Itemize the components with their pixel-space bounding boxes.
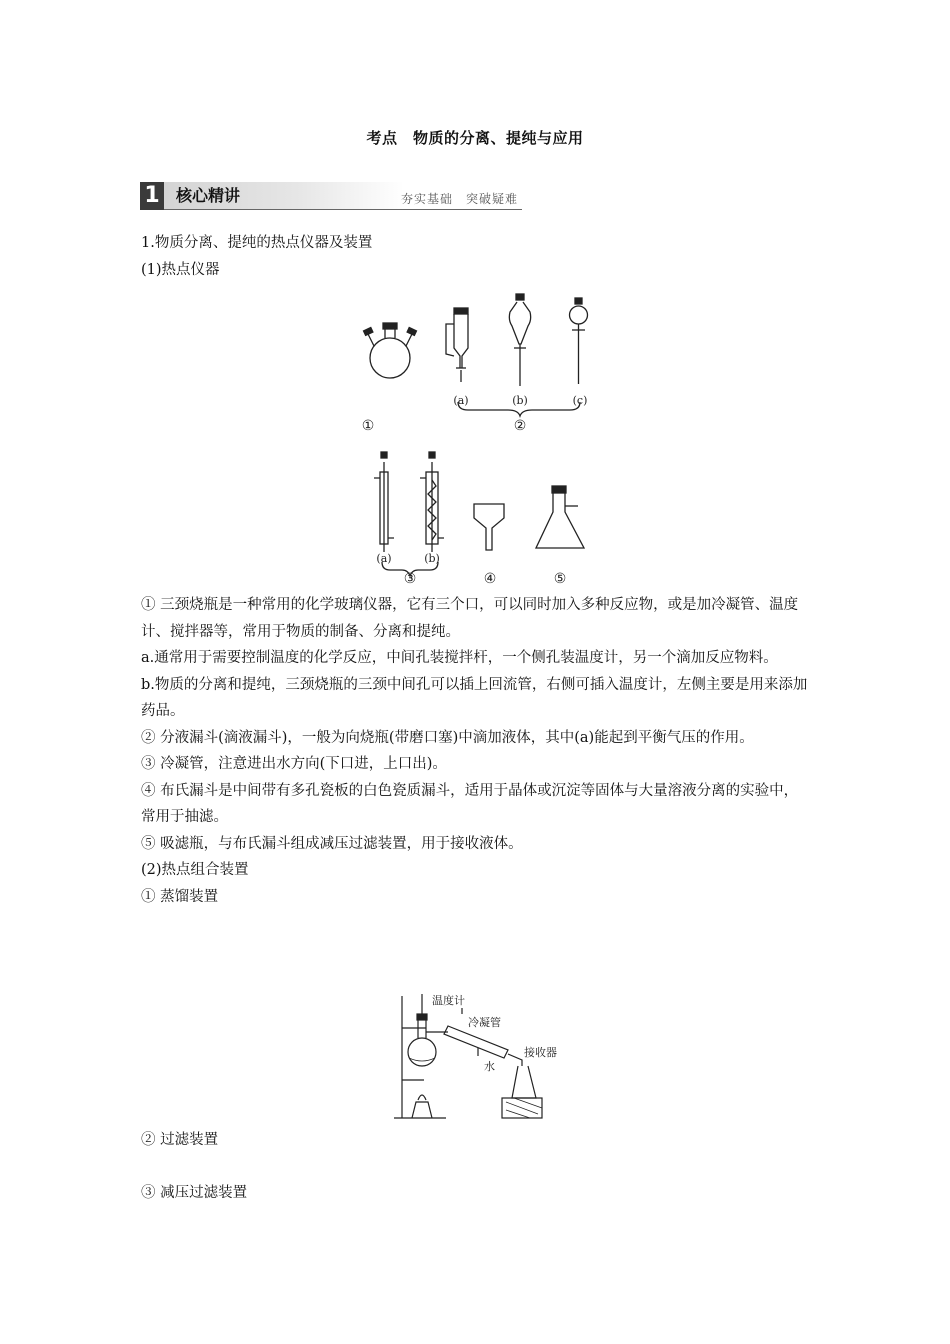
distillation-figure xyxy=(390,990,570,1122)
item-vacuum-filter-text xyxy=(141,1180,811,1207)
section-banner xyxy=(140,182,522,210)
spiral-condenser-drawing xyxy=(420,452,444,552)
intro-text xyxy=(141,230,811,283)
figure-number-4: ④ xyxy=(483,571,497,587)
label-water: 水 xyxy=(484,1060,495,1073)
item-filter: ② 过滤装置 xyxy=(141,1132,219,1148)
paragraph-suction-flask: ⑤ 吸滤瓶，与布氏漏斗组成减压过滤装置，用于接收液体。 xyxy=(141,835,523,852)
item-distillation: ① 蒸馏装置 xyxy=(141,888,219,905)
paragraph-flask-b: b.物质的分离和提纯，三颈烧瓶的三颈中间孔可以插上回流管，右侧可插入温度计，左侧主要是用来添加药品。 xyxy=(141,676,808,719)
banner-rule xyxy=(164,209,522,210)
figure-label-2a: (a) xyxy=(453,394,469,407)
buchner-funnel-drawing xyxy=(474,504,504,550)
figure-label-3b: (b) xyxy=(424,552,440,565)
straight-condenser-drawing xyxy=(374,452,394,552)
dropping-funnel-a-drawing xyxy=(446,308,468,382)
figure-number-1: ① xyxy=(361,418,375,434)
heading-1-1: (1)热点仪器 xyxy=(141,261,220,278)
section-number: 1 xyxy=(140,182,164,210)
heading-1: 1.物质分离、提纯的热点仪器及装置 xyxy=(141,235,373,251)
label-receiver: 接收器 xyxy=(524,1046,557,1059)
figure-label-2b: (b) xyxy=(512,394,528,407)
section-label: 核心精讲 xyxy=(164,182,404,210)
label-condenser: 冷凝管 xyxy=(468,1016,501,1029)
paragraph-condenser: ③ 冷凝管，注意进出水方向(下口进，上口出)。 xyxy=(141,756,447,772)
figure-number-3: ③ xyxy=(403,571,417,587)
separatory-funnel-b-drawing xyxy=(509,294,530,386)
paragraph-buchner: ④ 布氏漏斗是中间带有多孔瓷板的白色瓷质漏斗，适用于晶体或沉淀等固体与大量溶液分离的实验中，常用于抽滤。 xyxy=(141,782,799,825)
apparatus-figure xyxy=(350,290,610,590)
paragraph-flask: ① 三颈烧瓶是一种常用的化学玻璃仪器，它有三个口，可以同时加入多种反应物，或是加冷凝管、温度计、搅拌器等，常用于物质的制备、分离和提纯。 xyxy=(141,597,799,640)
label-thermometer: 温度计 xyxy=(432,994,465,1007)
page-title: 考点 物质的分离、提纯与应用 xyxy=(366,129,584,147)
figure-number-2: ② xyxy=(513,418,527,434)
paragraph-flask-a: a.通常用于需要控制温度的化学反应，中间孔装搅拌杆，一个侧孔装温度计，另一个滴加反应物料。 xyxy=(141,650,778,666)
heading-1-2: (2)热点组合装置 xyxy=(141,862,249,878)
dropping-funnel-c-drawing xyxy=(570,298,588,384)
three-neck-flask-drawing xyxy=(364,323,417,378)
figure-number-5: ⑤ xyxy=(553,571,567,587)
item-vacuum-filter: ③ 减压过滤装置 xyxy=(141,1185,248,1201)
suction-flask-drawing xyxy=(536,486,584,548)
paragraph-funnel: ② 分液漏斗(滴液漏斗)，一般为向烧瓶(带磨口塞)中滴加液体，其中(a)能起到平衡气压的作用。 xyxy=(141,729,754,746)
body-text xyxy=(141,592,811,910)
figure-label-3a: (a) xyxy=(376,552,392,565)
figure-label-2c: (c) xyxy=(572,394,588,407)
item-filter-text xyxy=(141,1127,811,1154)
section-tagline: 夯实基础 突破疑难 xyxy=(400,192,518,206)
